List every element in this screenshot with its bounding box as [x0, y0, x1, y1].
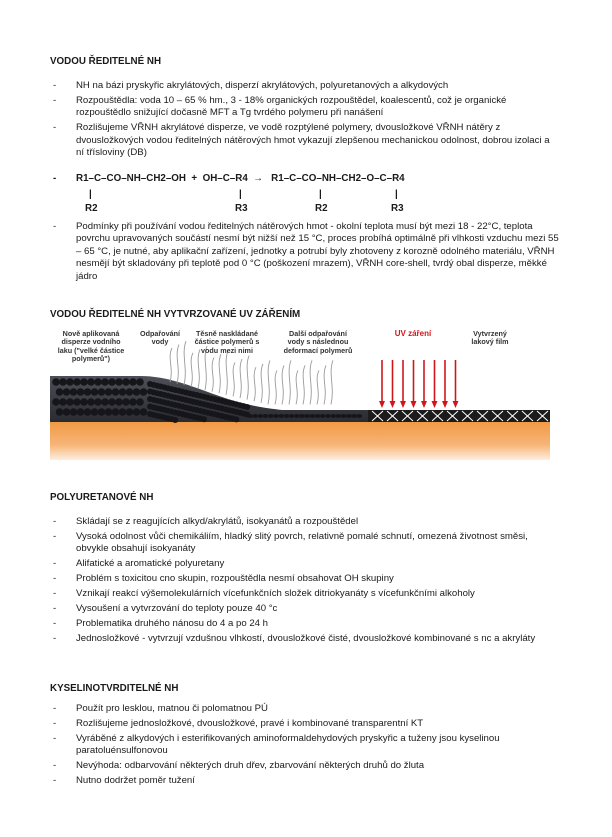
polymer-particle [73, 398, 81, 406]
polymer-particle [258, 414, 264, 418]
evaporation-wisp [275, 370, 277, 404]
bullet-list-polyurethane [50, 516, 560, 648]
uv-arrow-head [453, 401, 459, 408]
list-item: - Rozpouštědla: voda 10 – 65 % hm., 3 - 18% organických rozpouštědel, koalescentů, což je organické rozpouštědlo snižující dočasně MFT a Tg tvrdého polymeru při nanášení [53, 95, 507, 119]
list-item: - Použít pro lesklou, matnou či polomatnou PÚ [53, 703, 268, 714]
polymer-particle [336, 414, 342, 418]
polymer-particle [77, 408, 85, 416]
polymer-particle [105, 408, 113, 416]
evaporation-wisp [324, 365, 326, 404]
list-item: - NH na bázi pryskyřic akrylátových, disperzí akrylátových, polyuretanových a alkydových [53, 80, 449, 91]
list-item: - Problematika druhého nánosu do 4 a po 24 h [53, 618, 269, 630]
polymer-particle [356, 414, 362, 418]
polymer-particle [126, 408, 134, 416]
polymer-particle [252, 414, 258, 418]
list-item: - Rozlišujeme jednosložkové, dvousložkové, pravé i kombinované transparentní KT [53, 718, 424, 729]
polymer-particle [59, 398, 67, 406]
diagram-label-evaporation: Odpařování vody [140, 329, 180, 347]
formula-substituent: R3 [235, 203, 248, 214]
polymer-particle [63, 388, 71, 396]
polymer-particle [289, 414, 295, 418]
uv-arrow-head [400, 401, 406, 408]
polymer-particle [94, 398, 102, 406]
polymer-particle [315, 414, 321, 418]
polymer-particle [91, 408, 99, 416]
evaporation-wisp [254, 367, 256, 401]
polymer-particle [80, 398, 88, 406]
list-item: - Vysoušení a vytvrzování do teploty pouze 40 °c [53, 603, 278, 615]
formula-bond: | [395, 189, 398, 200]
polymer-particle [133, 408, 141, 416]
diagram-label-fresh-dispersion: Nově aplikovaná disperze vodního laku ("velké částice polymerů") [57, 329, 125, 364]
section-title-acid-curing: KYSELINOTVRDITELNÉ NH [50, 683, 179, 694]
polymer-particle [136, 378, 144, 386]
polymer-particle [244, 404, 250, 410]
evaporation-wisp [198, 349, 200, 388]
polymer-particle [304, 414, 310, 418]
section-title-polyurethane: POLYURETANOVÉ NH [50, 492, 154, 503]
evaporation-wisp [296, 370, 298, 404]
evaporation-wisp [310, 360, 312, 404]
polymer-particle [56, 388, 64, 396]
evaporation-wisp [233, 362, 235, 396]
evaporation-wisp [247, 356, 249, 400]
bullet-list-acid-curing [50, 703, 560, 790]
polymer-particle [320, 414, 326, 418]
evaporation-wisp [268, 360, 270, 404]
polymer-particle [77, 388, 85, 396]
evaporation-wisp [282, 365, 284, 404]
formula-bond: | [319, 189, 322, 200]
uv-arrow-head [411, 401, 417, 408]
polymer-particle [233, 416, 239, 422]
polymer-particle [80, 378, 88, 386]
diagram-label-packed-particles: Těsně naskládané částice polymerů s vodu mezi nimi [194, 329, 260, 355]
polymer-particle [84, 408, 92, 416]
list-item: - Skládají se z reagujících alkyd/akrylátů, isokyanátů a rozpouštědel [53, 516, 359, 527]
evaporation-wisp [219, 354, 221, 393]
polymer-particle [268, 414, 274, 418]
polymer-particle [140, 388, 148, 396]
polymer-particle [119, 388, 127, 396]
polymer-particle [66, 398, 74, 406]
evaporation-wisp [289, 360, 291, 404]
section-title-uv-cured: VODOU ŘEDITELNÉ NH VYTVRZOVANÉ UV ZÁŘENÍM [50, 309, 301, 320]
bullet-list-water-based-b [50, 221, 560, 286]
list-item: - Vyráběné z alkydových i esterifikovaných aminoformaldehydových pryskyřic a tuženy jsou kyselinou paratoluénsulfonovou [53, 733, 500, 757]
polymer-particle [122, 398, 130, 406]
polymer-particle [105, 388, 113, 396]
evaporation-wisp [191, 353, 193, 387]
diagram-label-deformation: Další odpařování vody s následnou deformací polymerů [283, 329, 353, 355]
list-item: - Problém s toxicitou cno skupin, rozpouštědla nesmí obsahovat OH skupiny [53, 573, 394, 585]
polymer-particle [201, 416, 207, 422]
polymer-particle [273, 414, 279, 418]
evaporation-wisp [261, 364, 263, 403]
polymer-particle [70, 388, 78, 396]
evaporation-wisp [317, 370, 319, 404]
polymer-particle [247, 414, 253, 418]
polymer-particle [122, 378, 130, 386]
list-item: - Vysoká odolnost vůči chemikáliím, hladký slitý povrch, relativně pomalé schnutí, omezená životnost směsi, obvykle obsahují isokyanáty [53, 531, 528, 555]
polymer-particle [278, 414, 284, 418]
polymer-particle [310, 414, 316, 418]
polymer-particle [87, 398, 95, 406]
polymer-particle [91, 388, 99, 396]
polymer-particle [66, 378, 74, 386]
uv-arrow-head [390, 401, 396, 408]
polymer-particle [129, 398, 137, 406]
polymer-particle [330, 414, 336, 418]
list-item: - Alifatické a aromatické polyuretany [53, 558, 225, 570]
polymer-particle [284, 414, 290, 418]
evaporation-wisp [240, 359, 242, 398]
evaporation-wisp [177, 345, 179, 384]
polymer-particle [140, 408, 148, 416]
formula-bond: | [239, 189, 242, 200]
polymer-particle [87, 378, 95, 386]
bullet-list-water-based-a [50, 80, 560, 162]
polymer-particle [59, 378, 67, 386]
evaporation-wisp [226, 351, 228, 395]
uv-arrow-head [421, 401, 427, 408]
evaporation-wisp [303, 365, 305, 404]
polymer-particle [341, 414, 347, 418]
polymer-particle [126, 388, 134, 396]
polymer-particle [263, 414, 269, 418]
polymer-particle [52, 378, 60, 386]
polymer-particle [294, 414, 300, 418]
polymer-particle [98, 408, 106, 416]
evaporation-wisp [170, 348, 172, 382]
polymer-particle [346, 414, 352, 418]
polymer-particle [56, 408, 64, 416]
polymer-particle [112, 388, 120, 396]
polymer-particle [73, 378, 81, 386]
polymer-particle [84, 388, 92, 396]
formula-substituent: R2 [85, 203, 98, 214]
evaporation-wisp [331, 360, 333, 404]
polymer-particle [299, 414, 305, 418]
polymer-particle [101, 378, 109, 386]
list-item: - Podmínky při používání vodou ředitelných nátěrových hmot - okolní teplota musí být mezi 18 - 22°C, teplota povrchu upravovaných součástí nesmí být nižší než 15 °C, proces probíhá optimálně při vlhkosti vzduchu mezi 55 – 65 °C, je nutné, aby aplikační zařízení, jednotky a potrubí byly zhotoveny z korozně odolného materiálu, VŘNH nesmějí být skladovány při teplotě pod 0 °C (poškození mrazem), VŘNH core-shell, tvrdý obal disperze, měkké jádro [53, 221, 559, 282]
polymer-particle [172, 417, 178, 423]
polymer-particle [98, 388, 106, 396]
polymer-particle [101, 398, 109, 406]
polymer-particle [108, 378, 116, 386]
polymer-particle [133, 388, 141, 396]
list-item: - Rozlišujeme VŘNH akrylátové disperze, ve vodě rozptýlené polymery, dvousložkové VŘNH nátěry z dvousložkových vodou ředitelných nátěrových hmot vykazují zlepšenou mechanickou odolnost, dobrou izolaci a ní třísloviny (DB) [53, 122, 550, 159]
uv-arrow-head [379, 401, 385, 408]
list-item: - Nutno dodržet poměr tužení [53, 775, 195, 787]
polymer-particle [112, 408, 120, 416]
polymer-particle [115, 378, 123, 386]
uv-arrow-head [442, 401, 448, 408]
formula-substituent: R2 [315, 203, 328, 214]
formula-substituent: R3 [391, 203, 404, 214]
polymer-particle [325, 414, 331, 418]
polymer-particle [115, 398, 123, 406]
polymer-particle [119, 408, 127, 416]
polymer-particle [136, 398, 144, 406]
list-item: - Vznikají reakcí výšemolekulárních vícefunkčních složek ditriokyanáty s vícefunkčními alkoholy [53, 588, 475, 600]
evaporation-wisp [184, 341, 186, 385]
diagram-label-cured-film: Vytvrzený lakový film [471, 329, 509, 347]
polymer-particle [70, 408, 78, 416]
formula-bond: | [89, 189, 92, 200]
polymer-particle [129, 378, 137, 386]
uv-arrow-head [432, 401, 438, 408]
polymer-particle [52, 398, 60, 406]
polymer-particle [351, 414, 357, 418]
diagram-label-uv-radiation: UV záření [394, 329, 432, 338]
section-title-water-based: VODOU ŘEDITELNÉ NH [50, 56, 162, 67]
evaporation-wisp [212, 358, 214, 392]
list-item: - Jednosložkové - vytvrzují vzdušnou vlhkostí, dvousložkové čisté, dvousložkové kombinované s nc a akryláty [53, 633, 536, 645]
polymer-particle [63, 408, 71, 416]
polymer-particle [94, 378, 102, 386]
polymer-particle [108, 398, 116, 406]
list-item: - Nevýhoda: odbarvování některých druh dřev, zbarvování některých druhů do žluta [53, 760, 425, 772]
